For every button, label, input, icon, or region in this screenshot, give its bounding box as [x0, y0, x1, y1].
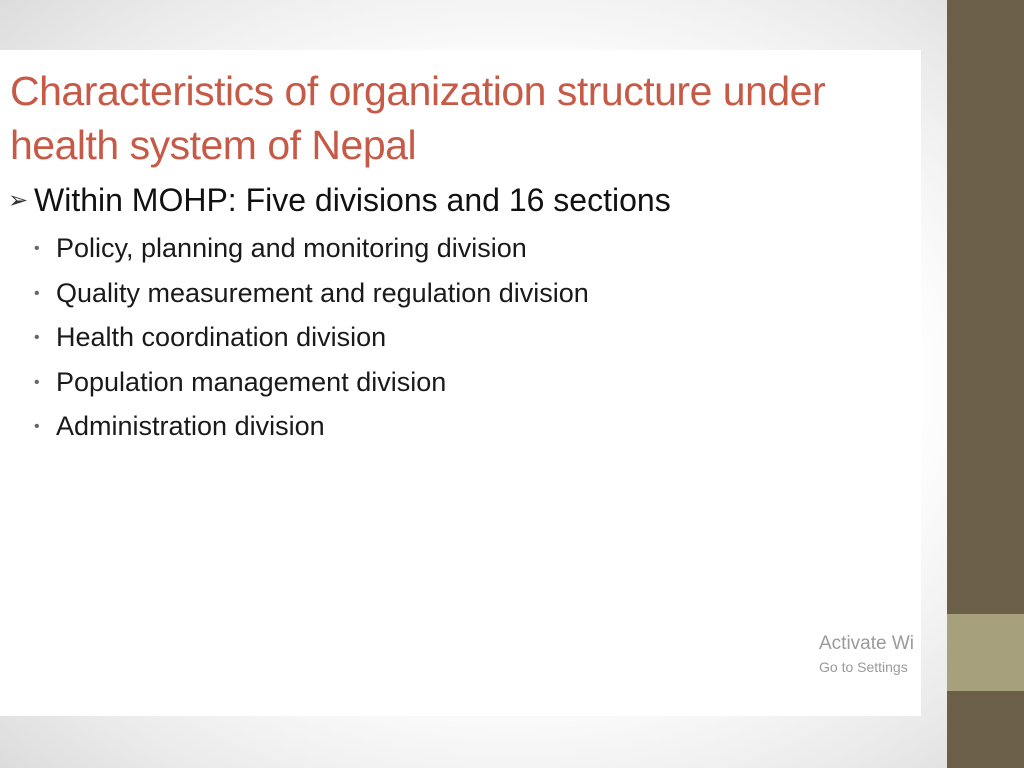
list-item-text: Administration division [56, 411, 325, 441]
activation-watermark [819, 632, 922, 678]
side-decoration-accent [947, 614, 1024, 691]
arrow-bullet-icon: ➢ [8, 187, 29, 214]
list-item [34, 271, 589, 316]
watermark-line-2: Go to Settings [819, 659, 908, 675]
list-item-text: Health coordination division [56, 322, 387, 352]
watermark-line-1: Activate Wi [819, 633, 915, 654]
slide-title: Characteristics of organization structure under health system of Nepal [10, 68, 826, 168]
main-bullet [8, 180, 671, 221]
list-item [34, 404, 589, 449]
dot-bullet-icon: • [34, 418, 40, 435]
dot-bullet-icon: • [34, 373, 40, 391]
list-item [34, 315, 589, 360]
dot-bullet-icon: • [34, 284, 40, 302]
list-item-text: Policy, planning and monitoring division [56, 233, 527, 263]
list-item [34, 226, 589, 271]
list-item-text: Quality measurement and regulation division [56, 277, 589, 308]
dot-bullet-icon: • [34, 329, 40, 346]
dot-bullet-icon: • [34, 240, 40, 257]
list-item [34, 360, 589, 405]
main-bullet-text: Within MOHP: Five divisions and 16 sections [34, 182, 671, 218]
list-item-text: Population management division [56, 366, 447, 397]
sub-bullet-list [34, 226, 589, 449]
